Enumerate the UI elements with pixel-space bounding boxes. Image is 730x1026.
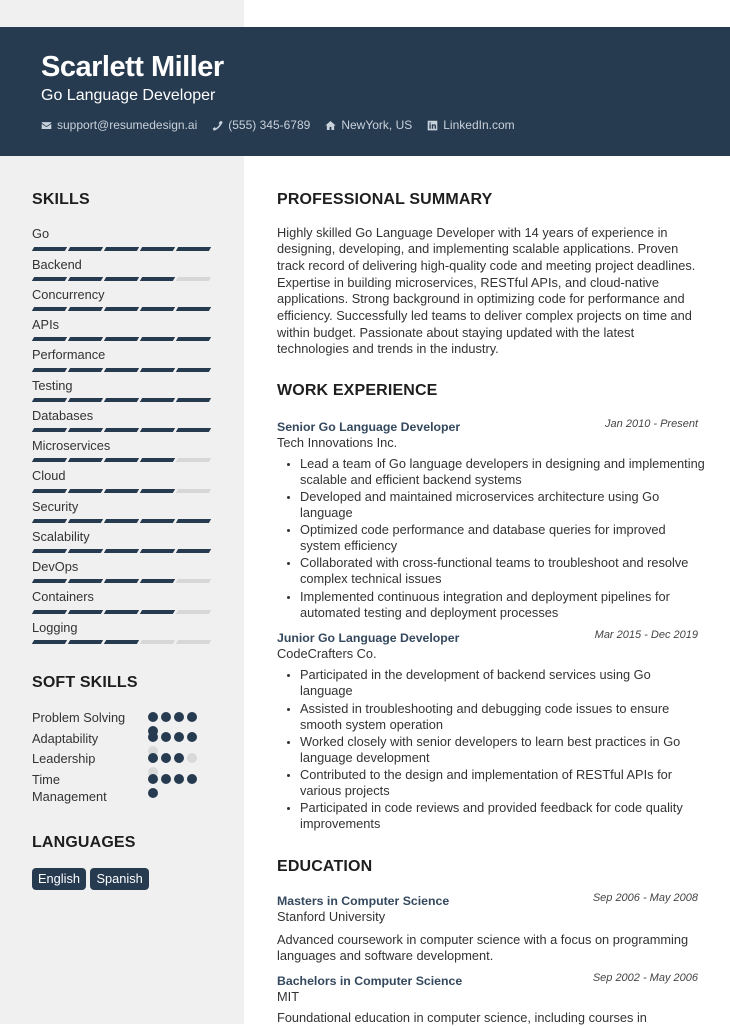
skill-level-segment-filled <box>32 579 67 583</box>
job-header <box>277 419 698 435</box>
rating-dot-filled <box>148 732 158 742</box>
contact-email-text: support@resumedesign.ai <box>57 118 198 132</box>
skill-label: Databases <box>32 407 94 423</box>
soft-skill-rating <box>148 753 200 763</box>
resume-header <box>0 27 730 156</box>
skill-level-segment-empty <box>176 610 211 614</box>
skill-level-segment-filled <box>176 519 211 523</box>
skill-item <box>32 286 232 316</box>
skill-level-segment-filled <box>68 579 103 583</box>
skill-level-bar <box>32 368 232 372</box>
skill-level-segment-filled <box>176 307 211 311</box>
candidate-title: Go Language Developer <box>41 87 216 104</box>
section-heading: WORK EXPERIENCE <box>277 382 438 400</box>
skill-level-segment-filled <box>32 549 67 553</box>
skill-level-segment-filled <box>104 458 139 462</box>
skills-section <box>32 190 232 649</box>
contact-phone[interactable] <box>212 117 310 133</box>
soft-skill-label: Problem Solving <box>32 709 126 725</box>
contact-phone-text: (555) 345-6789 <box>228 118 311 132</box>
summary-section <box>277 190 698 358</box>
contact-linkedin-text: LinkedIn.com <box>443 118 515 132</box>
skill-item <box>32 558 232 588</box>
job-dates: Mar 2015 - Dec 2019 <box>594 628 698 641</box>
education-entry <box>277 973 698 1026</box>
soft-skill-rating <box>148 712 200 722</box>
skill-item <box>32 316 232 346</box>
skill-level-segment-empty <box>176 489 211 493</box>
skill-level-segment-empty <box>176 579 211 583</box>
phone-icon <box>212 120 223 131</box>
skill-label: Performance <box>32 347 106 363</box>
rating-dot-filled <box>161 774 171 784</box>
soft-skill-item <box>32 730 232 747</box>
skill-level-bar <box>32 489 232 493</box>
rating-dot-filled <box>148 712 158 722</box>
job-bullets <box>277 456 706 621</box>
school-name: MIT <box>277 988 300 1004</box>
soft-skill-rating <box>148 732 200 742</box>
skill-level-segment-empty <box>176 458 211 462</box>
education-header <box>277 973 698 989</box>
company-name: Tech Innovations Inc. <box>277 434 398 450</box>
job-bullets <box>277 667 706 832</box>
job-dates: Jan 2010 - Present <box>605 417 698 430</box>
skill-level-bar <box>32 277 232 281</box>
rating-dot-filled <box>174 712 184 722</box>
skill-level-segment-filled <box>140 398 175 402</box>
skill-level-segment-filled <box>104 489 139 493</box>
skill-level-segment-empty <box>176 640 211 644</box>
rating-dot-filled <box>187 712 197 722</box>
skill-level-segment-filled <box>68 519 103 523</box>
section-heading: EDUCATION <box>277 857 373 875</box>
skill-level-segment-filled <box>32 489 67 493</box>
skill-level-segment-filled <box>104 428 139 432</box>
skill-label: APIs <box>32 317 60 333</box>
rating-dot-filled <box>161 712 171 722</box>
soft-skills-list <box>32 709 232 805</box>
skill-level-segment-filled <box>140 579 175 583</box>
skill-level-segment-filled <box>32 398 67 402</box>
skill-label: Testing <box>32 377 73 393</box>
summary-text: Highly skilled Go Language Developer with 14 years of experience in designing, developing, and implementing scalable applications. Proven track record of delivering high-quality code and meeting project deadlines. Expertise in building microservices, RESTful APIs, and cloud-native applications. Strong background in optimizing code for performance and efficiency. Successfully led teams to deliver complex projects on time and within budget. Passionate about staying updated with the latest technologies and trends in the industry. <box>277 224 696 357</box>
section-heading: PROFESSIONAL SUMMARY <box>277 190 493 208</box>
soft-skill-item <box>32 750 232 767</box>
skill-level-segment-empty <box>140 640 175 644</box>
rating-dot-filled <box>148 788 158 798</box>
skill-level-segment-filled <box>140 519 175 523</box>
skill-level-segment-filled <box>32 610 67 614</box>
skill-level-segment-filled <box>140 458 175 462</box>
education-entry <box>277 893 698 964</box>
skill-level-segment-filled <box>68 398 103 402</box>
skill-level-segment-filled <box>140 489 175 493</box>
soft-skill-label: Leadership <box>32 751 96 767</box>
envelope-icon <box>41 120 52 131</box>
skill-level-bar <box>32 458 232 462</box>
school-name: Stanford University <box>277 908 386 924</box>
bullet-item: • Implemented continuous integration and deployment pipelines for automated testing and deployment processes <box>300 589 706 621</box>
skill-level-segment-filled <box>32 458 67 462</box>
skill-level-segment-filled <box>104 519 139 523</box>
job-title: Senior Go Language Developer <box>277 419 461 434</box>
skill-level-bar <box>32 307 232 311</box>
skill-level-segment-filled <box>104 398 139 402</box>
contact-location-text: NewYork, US <box>341 118 413 132</box>
skill-level-segment-filled <box>68 428 103 432</box>
language-badge: English <box>32 868 86 890</box>
languages-section <box>32 833 232 891</box>
skill-level-segment-filled <box>140 277 175 281</box>
skill-label: Cloud <box>32 468 66 484</box>
skill-level-segment-filled <box>32 277 67 281</box>
education-dates: Sep 2006 - May 2008 <box>592 891 698 904</box>
skill-level-segment-filled <box>68 368 103 372</box>
degree-title: Masters in Computer Science <box>277 893 450 908</box>
skill-level-segment-filled <box>140 549 175 553</box>
skill-level-segment-filled <box>68 337 103 341</box>
job-entry <box>277 630 698 832</box>
skill-item <box>32 346 232 376</box>
education-header <box>277 893 698 909</box>
contact-info <box>41 117 515 133</box>
skill-level-segment-filled <box>140 337 175 341</box>
skill-level-segment-filled <box>68 610 103 614</box>
bullet-item: • Worked closely with senior developers to learn best practices in Go language development <box>300 734 706 766</box>
skill-level-segment-filled <box>176 337 211 341</box>
skill-level-segment-filled <box>68 458 103 462</box>
skill-level-segment-filled <box>68 489 103 493</box>
skill-item <box>32 467 232 497</box>
skill-level-bar <box>32 519 232 523</box>
skill-item <box>32 377 232 407</box>
skill-level-bar <box>32 398 232 402</box>
skill-level-bar <box>32 610 232 614</box>
skill-level-segment-filled <box>104 247 139 251</box>
rating-dot-filled <box>161 732 171 742</box>
skill-level-bar <box>32 549 232 553</box>
skill-level-bar <box>32 337 232 341</box>
soft-skill-item <box>32 771 232 805</box>
skill-level-segment-filled <box>104 277 139 281</box>
skill-level-segment-filled <box>68 640 103 644</box>
section-heading: SOFT SKILLS <box>32 673 138 691</box>
skill-level-segment-filled <box>140 610 175 614</box>
rating-dot-filled <box>174 732 184 742</box>
language-badge: Spanish <box>90 868 148 890</box>
skill-level-segment-filled <box>32 368 67 372</box>
rating-dot-filled <box>148 753 158 763</box>
skill-level-segment-filled <box>104 307 139 311</box>
skill-item <box>32 437 232 467</box>
skill-level-segment-filled <box>68 277 103 281</box>
soft-skills-section <box>32 673 232 809</box>
skill-level-bar <box>32 247 232 251</box>
bullet-item: • Participated in the development of backend services using Go language <box>300 667 706 699</box>
linkedin-icon <box>427 120 438 131</box>
education-description: Advanced coursework in computer science with a focus on programming languages and software development. <box>277 931 689 963</box>
skill-item <box>32 528 232 558</box>
skill-level-segment-filled <box>32 519 67 523</box>
skill-level-segment-filled <box>176 549 211 553</box>
skill-level-segment-filled <box>140 368 175 372</box>
education-dates: Sep 2002 - May 2006 <box>592 971 698 984</box>
skill-label: Microservices <box>32 438 111 454</box>
skill-level-segment-filled <box>68 549 103 553</box>
skill-label: Logging <box>32 619 78 635</box>
skill-level-segment-filled <box>104 337 139 341</box>
company-name: CodeCrafters Co. <box>277 645 377 661</box>
skill-level-bar <box>32 428 232 432</box>
section-heading: SKILLS <box>32 190 90 208</box>
skill-label: Backend <box>32 256 82 272</box>
skill-level-segment-filled <box>140 428 175 432</box>
skill-item <box>32 225 232 255</box>
education-description: Foundational education in computer science, including courses in <box>277 1009 647 1025</box>
bullet-item: • Contributed to the design and implementation of RESTful APIs for various projects <box>300 767 706 799</box>
rating-dot-filled <box>148 774 158 784</box>
skill-item <box>32 407 232 437</box>
skill-label: DevOps <box>32 559 79 575</box>
skills-list <box>32 225 232 649</box>
soft-skill-label: Adaptability <box>32 730 99 746</box>
skill-label: Scalability <box>32 528 90 544</box>
candidate-name: Scarlett Miller <box>41 51 224 83</box>
skill-level-bar <box>32 640 232 644</box>
bullet-item: • Participated in code reviews and provided feedback for code quality improvements <box>300 800 706 832</box>
work-experience-section <box>277 381 705 833</box>
skill-level-segment-filled <box>176 247 211 251</box>
skill-level-segment-filled <box>104 549 139 553</box>
education-section <box>277 857 698 1026</box>
rating-dot-filled <box>187 774 197 784</box>
skill-item <box>32 588 232 618</box>
skill-level-segment-filled <box>32 428 67 432</box>
skill-level-segment-filled <box>176 368 211 372</box>
rating-dot-filled <box>174 774 184 784</box>
skill-level-segment-empty <box>176 277 211 281</box>
jobs-list <box>277 417 705 832</box>
skill-level-segment-filled <box>32 640 67 644</box>
skill-label: Concurrency <box>32 286 105 302</box>
soft-skill-item <box>32 709 232 726</box>
rating-dot-filled <box>161 753 171 763</box>
skill-level-segment-filled <box>104 579 139 583</box>
soft-skill-label: Time Management <box>32 772 107 805</box>
skill-level-segment-filled <box>140 307 175 311</box>
skill-level-segment-filled <box>68 307 103 311</box>
skill-level-segment-filled <box>104 368 139 372</box>
contact-linkedin[interactable] <box>427 117 514 133</box>
skill-item <box>32 498 232 528</box>
skill-level-segment-filled <box>104 640 139 644</box>
job-header <box>277 630 698 646</box>
skill-item <box>32 619 232 649</box>
bullet-item: • Developed and maintained microservices architecture using Go language <box>300 489 706 521</box>
education-list <box>277 893 698 1026</box>
skill-level-segment-filled <box>32 337 67 341</box>
skill-level-segment-filled <box>176 428 211 432</box>
bullet-item: • Optimized code performance and database queries for improved system efficiency <box>300 522 706 554</box>
languages-list <box>32 868 232 890</box>
soft-skill-rating <box>148 774 200 784</box>
skill-level-segment-filled <box>140 247 175 251</box>
job-entry <box>277 417 705 621</box>
contact-location <box>325 117 412 133</box>
skill-label: Go <box>32 226 50 242</box>
degree-title: Bachelors in Computer Science <box>277 973 463 988</box>
bullet-item: • Lead a team of Go language developers in designing and implementing scalable and efficient backend systems <box>300 456 706 488</box>
skill-label: Containers <box>32 589 94 605</box>
section-heading: LANGUAGES <box>32 833 136 851</box>
skill-item <box>32 256 232 286</box>
skill-level-segment-filled <box>104 610 139 614</box>
rating-dot-filled <box>174 753 184 763</box>
skill-label: Security <box>32 498 79 514</box>
bullet-item: • Collaborated with cross-functional teams to troubleshoot and resolve complex technical issues <box>300 555 706 587</box>
job-title: Junior Go Language Developer <box>277 630 460 645</box>
bullet-item: • Assisted in troubleshooting and debugging code issues to ensure smooth system operation <box>300 701 706 733</box>
home-icon <box>325 120 336 131</box>
skill-level-bar <box>32 579 232 583</box>
rating-dot-empty <box>187 753 197 763</box>
rating-dot-filled <box>187 732 197 742</box>
skill-level-segment-filled <box>176 398 211 402</box>
skill-level-segment-filled <box>32 247 67 251</box>
contact-email[interactable] <box>41 117 197 133</box>
skill-level-segment-filled <box>68 247 103 251</box>
skill-level-segment-filled <box>32 307 67 311</box>
